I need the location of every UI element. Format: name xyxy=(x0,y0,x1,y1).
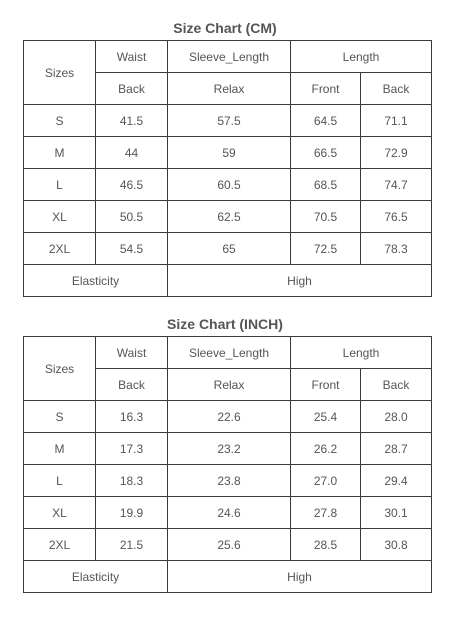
table-row xyxy=(24,169,432,201)
length-back-cell: 76.5 xyxy=(361,201,432,233)
length-front-cell: 68.5 xyxy=(291,169,361,201)
length-front-cell: 26.2 xyxy=(291,433,361,465)
waist-header: Waist xyxy=(96,337,168,369)
sleeve-relax-subheader: Relax xyxy=(168,369,291,401)
elasticity-value: High xyxy=(168,561,432,593)
sleeve-cell: 23.8 xyxy=(168,465,291,497)
length-front-subheader: Front xyxy=(291,73,361,105)
waist-cell: 54.5 xyxy=(96,233,168,265)
length-front-cell: 64.5 xyxy=(291,105,361,137)
waist-cell: 19.9 xyxy=(96,497,168,529)
sleeve-cell: 65 xyxy=(168,233,291,265)
table-row xyxy=(24,105,432,137)
sleeve-length-header: Sleeve_Length xyxy=(168,337,291,369)
table-row xyxy=(24,497,432,529)
table-row xyxy=(24,529,432,561)
length-back-cell: 28.7 xyxy=(361,433,432,465)
size-chart-cm-title: Size Chart (CM) xyxy=(173,20,277,36)
size-cell: XL xyxy=(24,497,96,529)
waist-cell: 50.5 xyxy=(96,201,168,233)
sizes-header: Sizes xyxy=(24,41,96,105)
size-cell: M xyxy=(24,137,96,169)
sleeve-length-header: Sleeve_Length xyxy=(168,41,291,73)
waist-back-subheader: Back xyxy=(96,369,168,401)
length-back-cell: 74.7 xyxy=(361,169,432,201)
elasticity-label: Elasticity xyxy=(24,561,168,593)
size-cell: S xyxy=(24,401,96,433)
sleeve-relax-subheader: Relax xyxy=(168,73,291,105)
size-cell: XL xyxy=(24,201,96,233)
sleeve-cell: 22.6 xyxy=(168,401,291,433)
waist-cell: 17.3 xyxy=(96,433,168,465)
size-cell: L xyxy=(24,465,96,497)
length-back-cell: 72.9 xyxy=(361,137,432,169)
sleeve-cell: 23.2 xyxy=(168,433,291,465)
length-back-cell: 30.8 xyxy=(361,529,432,561)
length-front-cell: 72.5 xyxy=(291,233,361,265)
size-cell: S xyxy=(24,105,96,137)
table-row xyxy=(24,201,432,233)
size-cell: M xyxy=(24,433,96,465)
length-front-cell: 28.5 xyxy=(291,529,361,561)
sleeve-cell: 25.6 xyxy=(168,529,291,561)
length-back-cell: 28.0 xyxy=(361,401,432,433)
table-row xyxy=(24,465,432,497)
elasticity-label: Elasticity xyxy=(24,265,168,297)
size-cell: 2XL xyxy=(24,233,96,265)
length-back-subheader: Back xyxy=(361,369,432,401)
waist-back-subheader: Back xyxy=(96,73,168,105)
length-front-cell: 27.0 xyxy=(291,465,361,497)
header-row xyxy=(24,41,432,73)
table-row xyxy=(24,233,432,265)
sleeve-cell: 60.5 xyxy=(168,169,291,201)
size-chart-inch-table xyxy=(23,336,432,593)
table-row xyxy=(24,433,432,465)
length-back-subheader: Back xyxy=(361,73,432,105)
length-back-cell: 71.1 xyxy=(361,105,432,137)
length-header: Length xyxy=(291,41,432,73)
size-chart-inch-title: Size Chart (INCH) xyxy=(167,316,283,332)
length-back-cell: 30.1 xyxy=(361,497,432,529)
length-front-cell: 66.5 xyxy=(291,137,361,169)
size-cell: L xyxy=(24,169,96,201)
size-chart-cm-table xyxy=(23,40,432,297)
length-front-subheader: Front xyxy=(291,369,361,401)
waist-cell: 44 xyxy=(96,137,168,169)
footer-row xyxy=(24,561,432,593)
sizes-header: Sizes xyxy=(24,337,96,401)
sleeve-cell: 59 xyxy=(168,137,291,169)
waist-cell: 21.5 xyxy=(96,529,168,561)
waist-cell: 18.3 xyxy=(96,465,168,497)
waist-cell: 16.3 xyxy=(96,401,168,433)
table-row xyxy=(24,137,432,169)
waist-header: Waist xyxy=(96,41,168,73)
sleeve-cell: 24.6 xyxy=(168,497,291,529)
footer-row xyxy=(24,265,432,297)
length-back-cell: 78.3 xyxy=(361,233,432,265)
header-row xyxy=(24,337,432,369)
length-back-cell: 29.4 xyxy=(361,465,432,497)
elasticity-value: High xyxy=(168,265,432,297)
waist-cell: 41.5 xyxy=(96,105,168,137)
length-front-cell: 27.8 xyxy=(291,497,361,529)
waist-cell: 46.5 xyxy=(96,169,168,201)
length-front-cell: 70.5 xyxy=(291,201,361,233)
length-header: Length xyxy=(291,337,432,369)
length-front-cell: 25.4 xyxy=(291,401,361,433)
sleeve-cell: 62.5 xyxy=(168,201,291,233)
size-cell: 2XL xyxy=(24,529,96,561)
sleeve-cell: 57.5 xyxy=(168,105,291,137)
table-row xyxy=(24,401,432,433)
